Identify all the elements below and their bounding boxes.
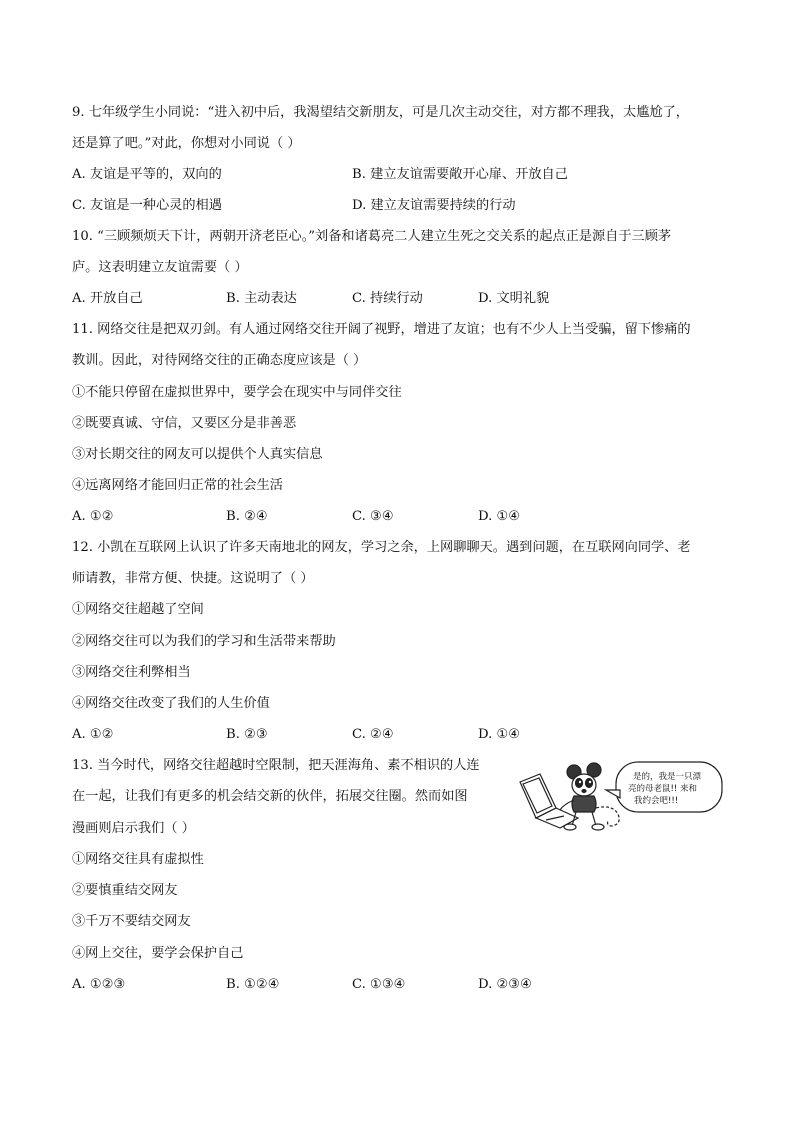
- q13-option-d: D. ②③④: [478, 977, 532, 992]
- q9-stem-line-1: 9. 七年级学生小同说：“进入初中后，我渴望结交新朋友，可是几次主动交往，对方都不理我，太尴尬了，: [72, 105, 689, 120]
- q10-stem-line-2: 庐。这表明建立友谊需要（ ）: [72, 260, 248, 275]
- q11-option-b: B. ②④: [226, 509, 268, 524]
- q11-option-c: C. ③④: [352, 509, 394, 524]
- q13-option-b: B. ①②④: [226, 977, 280, 992]
- q11-option-a: A. ①②: [72, 509, 114, 524]
- speech-line-3: 我约会吧!!!: [634, 796, 679, 806]
- q12-statement-1: ①网络交往超越了空间: [72, 602, 204, 617]
- q10-option-d: D. 文明礼貌: [478, 291, 550, 306]
- q13-statement-1: ①网络交往具有虚拟性: [72, 852, 204, 867]
- q10-option-b: B. 主动表达: [226, 291, 297, 306]
- q11-stem-line-2: 教训。因此，对待网络交往的正确态度应该是（ ）: [72, 353, 367, 368]
- q13-stem-line-1: 13. 当今时代，网络交往超越时空限制，把天涯海角、素不相识的人连: [72, 758, 480, 773]
- q12-stem-line-1: 12. 小凯在互联网上认识了许多天南地北的网友，学习之余，上网聊聊天。遇到问题，在互联网向同学、老: [72, 540, 691, 555]
- q9-option-a: A. 友谊是平等的，双向的: [72, 167, 222, 182]
- q10-option-c: C. 持续行动: [352, 291, 423, 306]
- mouse-character-icon: [560, 763, 619, 830]
- q12-option-c: C. ②④: [352, 727, 394, 742]
- cartoon-illustration: [516, 760, 726, 832]
- q12-statement-2: ②网络交往可以为我们的学习和生活带来帮助: [72, 634, 336, 649]
- q11-statement-2: ②既要真诚、守信，又要区分是非善恶: [72, 416, 297, 431]
- q11-option-d: D. ①④: [478, 509, 521, 524]
- q13-option-a: A. ①②③: [72, 977, 126, 992]
- q12-option-d: D. ①④: [478, 727, 521, 742]
- q9-option-b: B. 建立友谊需要敞开心扉、开放自己: [352, 167, 568, 182]
- q13-statement-3: ③千万不要结交网友: [72, 914, 191, 929]
- q12-statement-4: ④网络交往改变了我们的人生价值: [72, 696, 270, 711]
- internet-dating-cartoon: [516, 760, 726, 832]
- q9-stem-line-2: 还是算了吧。”对此，你想对小同说（ ）: [72, 136, 301, 151]
- speech-line-2: 亮的母老鼠!! 来和: [628, 784, 698, 794]
- q12-option-b: B. ②③: [226, 727, 268, 742]
- speech-line-1: 是的，我是一只漂: [633, 772, 702, 782]
- q13-option-c: C. ①③④: [352, 977, 406, 992]
- q13-statement-2: ②要慎重结交网友: [72, 883, 178, 898]
- q10-stem-line-1: 10. “三顾频烦天下计，两朝开济老臣心。”刘备和诸葛亮二人建立生死之交关系的起点正是源自于三顾茅: [72, 229, 672, 244]
- q9-option-c: C. 友谊是一种心灵的相遇: [72, 198, 222, 213]
- q11-statement-4: ④远离网络才能回归正常的社会生活: [72, 478, 283, 493]
- q13-statement-4: ④网上交往，要学会保护自己: [72, 946, 244, 961]
- laptop-icon: [520, 774, 578, 828]
- q12-option-a: A. ①②: [72, 727, 114, 742]
- q13-stem-line-2: 在一起，让我们有更多的机会结交新的伙伴，拓展交往圈。然而如图: [72, 789, 468, 804]
- q9-option-d: D. 建立友谊需要持续的行动: [352, 198, 516, 213]
- q11-statement-3: ③对长期交往的网友可以提供个人真实信息: [72, 447, 323, 462]
- q11-stem-line-1: 11. 网络交往是把双刃剑。有人通过网络交往开阔了视野，增进了友谊；也有不少人上当受骗，留下惨痛的: [72, 322, 691, 337]
- q12-stem-line-2: 师请教，非常方便、快捷。这说明了（ ）: [72, 571, 314, 586]
- q12-statement-3: ③网络交往利弊相当: [72, 665, 191, 680]
- q11-statement-1: ①不能只停留在虚拟世界中，要学会在现实中与同伴交往: [72, 385, 402, 400]
- q13-stem-line-3: 漫画则启示我们（ ）: [72, 821, 195, 836]
- q10-option-a: A. 开放自己: [72, 291, 143, 306]
